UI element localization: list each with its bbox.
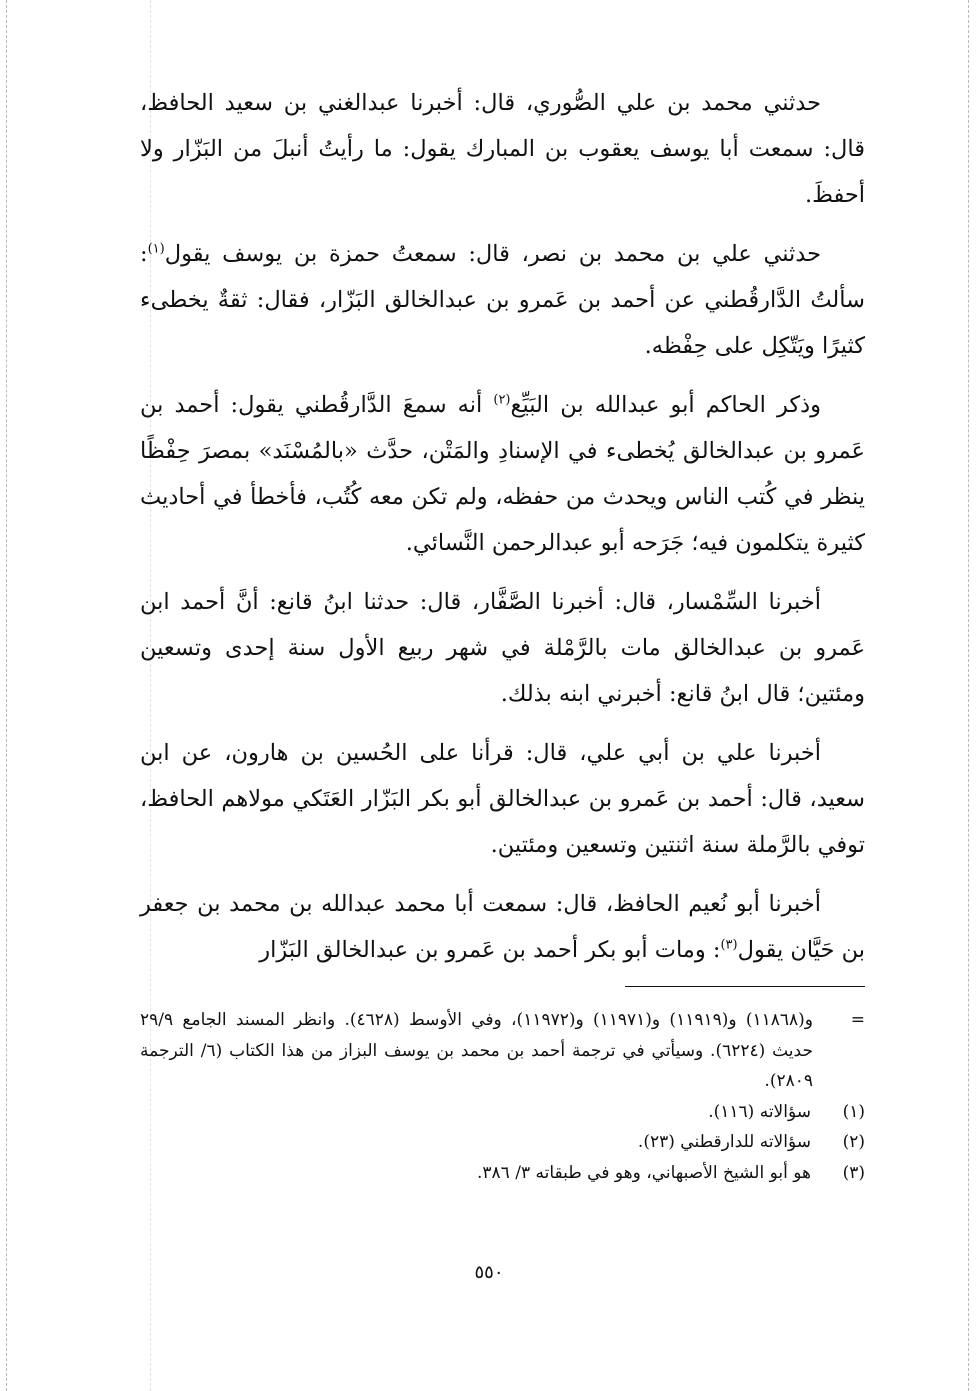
book-page [140,80,865,1188]
footnote-divider [625,986,865,987]
footnote-ref-1: (١) [147,241,165,257]
paragraph-6-text-cont: : ومات أبو بكر أحمد بن عَمرو بن عبدالخالق البَزّار [259,937,721,963]
footnote-number: (٢) [842,1132,865,1152]
footnote-ref-3: (٣) [720,937,738,953]
footnote-text: سؤالاته (١١٦). [708,1101,811,1122]
main-text [140,80,865,973]
paragraph-3-text: وذكر الحاكم أبو عبدالله بن البَيِّع [510,392,821,418]
paragraph-6 [140,881,865,973]
footnote-1 [140,1097,865,1128]
page-number: ٥٥٠ [474,1262,504,1283]
footnote-ref-2: (٢) [493,392,511,408]
footnote-text: هو أبو الشيخ الأصبهاني، وهو في طبقاته ٣/ ٣٨٦. [476,1162,811,1183]
footnote-number: (١) [842,1101,865,1122]
paragraph-2-text: حدثني علي بن محمد بن نصر، قال: سمعتُ حمزة بن يوسف يقول [164,241,821,267]
paragraph-2-text-cont: : سألتُ الدَّارقُطني عن أحمد بن عَمرو بن عبدالخالق البَزّار، فقال: ثقةٌ يخطىء كثيرًا ويَتّكِل على حِفْظه. [140,241,865,359]
paragraph-4: أخبرنا السِّمْسار، قال: أخبرنا الصَّفَّار، قال: حدثنا ابنُ قانع: أنَّ أحمد ابن عَمرو بن عبدالخالق مات بالرَّمْلة في شهر ربيع الأول سنة إحدى وتسعين ومئتين؛ قال ابنُ قانع: أخبرني ابنه بذلك. [140,589,865,707]
footnote-2 [140,1127,865,1158]
scan-edge-right [968,0,969,1391]
footnote-number: (٣) [842,1162,865,1183]
footnote-text: سؤالاته للدارقطني (٢٣). [637,1132,811,1152]
continuation-mark: = [850,1010,865,1030]
paragraph-5: أخبرنا علي بن أبي علي، قال: قرأنا على الحُسين بن هارون، عن ابن سعيد، قال: أحمد بن عَمرو بن عبدالخالق أبو بكر البَزّار العَتَكي مولاهم الحافظ، توفي بالرَّملة سنة اثنتين وتسعين ومئتين. [140,740,865,858]
scan-edge-left [6,0,7,1391]
footnotes [140,1005,865,1188]
paragraph-3-text-cont: أنه سمعَ الدَّارقُطني يقول: أحمد بن عَمرو بن عبدالخالق يُخطىء في الإسنادِ والمَتْن، حدَّث «بالمُسْنَد» بمصرَ حِفْظًا ينظر في كُتب الناس ويحدث من حفظه، ولم تكن معه كُتُب، فأخطأ في أحاديث كثيرة يتكلمون فيه؛ جَرَحه أبو عبدالرحمن النَّسائي. [140,392,865,556]
paragraph-3 [140,382,865,566]
footnote-continuation [140,1005,865,1097]
paragraph-2 [140,231,865,369]
footnote-continuation-text: و(١١٨٦٨) و(١١٩١٩) و(١١٩٧١) و(١١٩٧٢)، وفي الأوسط (٤٦٢٨). وانظر المسند الجامع ٢٩/٩ حديث (٦٢٢٤). وسيأتي في ترجمة أحمد بن محمد بن يوسف البزاز من هذا الكتاب (٦/ الترجمة ٢٨٠٩). [140,1010,813,1091]
paragraph-1: حدثني محمد بن علي الصُّوري، قال: أخبرنا عبدالغني بن سعيد الحافظ، قال: سمعت أبا يوسف يعقوب بن المبارك يقول: ما رأيتُ أنبلَ من البَزّار ولا أحفظَ. [140,90,865,208]
paragraph-6-text: أخبرنا أبو نُعيم الحافظ، قال: سمعت أبا محمد عبدالله بن محمد بن جعفر بن حَيَّان يقول [140,891,865,963]
footnote-3 [140,1158,865,1189]
